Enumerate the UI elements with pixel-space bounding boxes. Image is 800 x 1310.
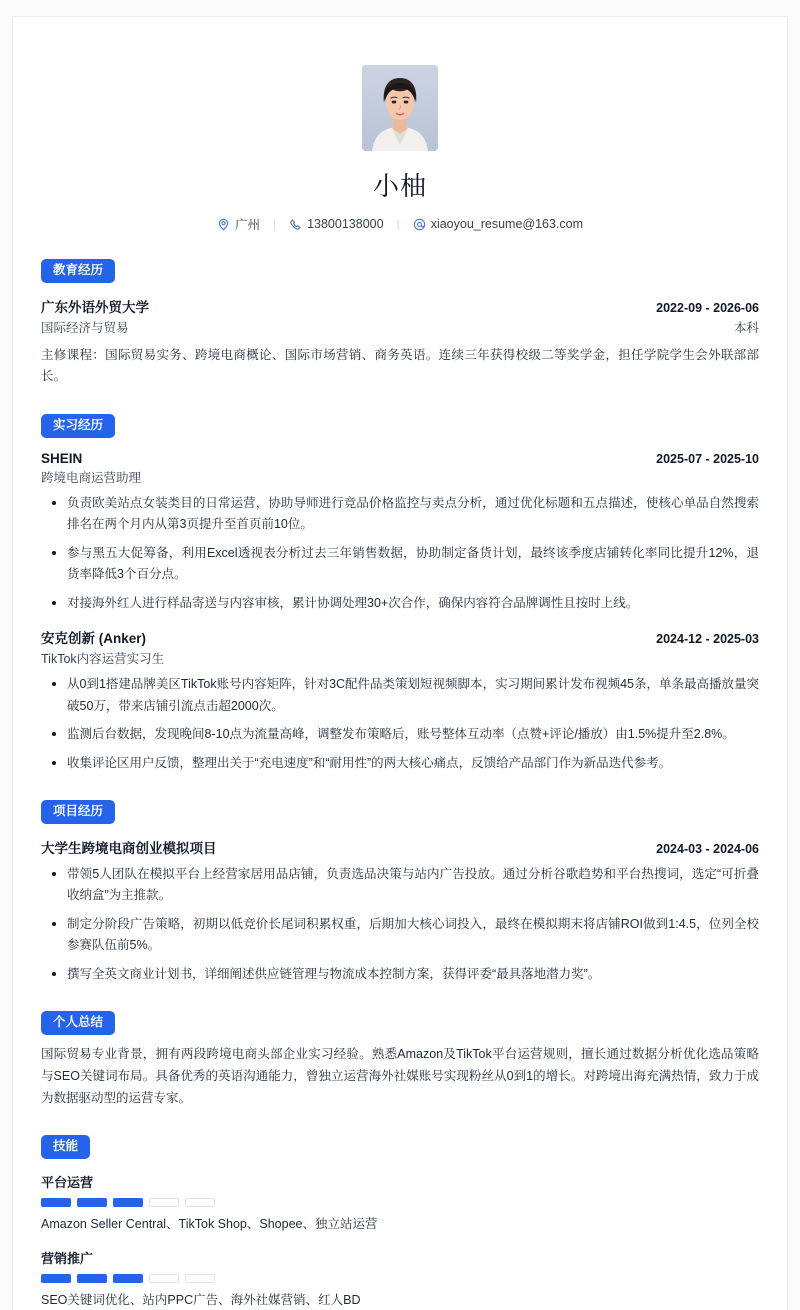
list-item: 从0到1搭建品牌美区TikTok账号内容矩阵，针对3C配件品类策划短视频脚本，实习期间累计发布视频45条，单条最高播放量突破50万，带来店铺引流点击超2000次。 — [41, 674, 759, 717]
section-project — [41, 800, 759, 985]
education-degree: 本科 — [733, 320, 759, 335]
skill-segment — [77, 1198, 107, 1207]
contact-phone — [289, 217, 383, 231]
page-title: 小柚 — [372, 171, 427, 201]
education-major: 国际经济与贸易 — [41, 320, 129, 335]
education-description: 主修课程：国际贸易实务、跨境电商概论、国际市场营销、商务英语。连续三年获得校级二等奖学金，担任学院学生会外联部部长。 — [41, 347, 759, 384]
internship-bullet-list — [41, 493, 759, 615]
internship-company: SHEIN — [41, 450, 83, 466]
internship-company: 安克创新 (Anker) — [41, 631, 147, 647]
internship-sub-row — [41, 468, 759, 486]
contact-separator: | — [272, 217, 277, 231]
phone-icon — [289, 218, 302, 231]
skill-segment — [41, 1274, 71, 1283]
list-item: 制定分阶段广告策略，初期以低竞价长尾词积累权重，后期加大核心词投入，最终在模拟期末将店铺ROI做到1:4.5，位列全校参赛队伍前5%。 — [41, 914, 759, 957]
contact-phone-text: 13800138000 — [307, 217, 384, 231]
skill-segment — [113, 1274, 143, 1283]
skill-item — [41, 1172, 759, 1234]
contact-separator: | — [396, 217, 400, 231]
skill-name: 营销推广 — [41, 1250, 94, 1266]
skill-detail: SEO关键词优化、站内PPC广告、海外社媒营销、红人BD — [41, 1292, 361, 1307]
contact-email — [413, 217, 583, 231]
skill-segment — [185, 1274, 215, 1283]
list-item: 监测后台数据，发现晚间8-10点为流量高峰，调整发布策略后，账号整体互动率（点赞+评论/播放）由1.5%提升至2.8%。 — [41, 724, 759, 746]
skill-item — [41, 1248, 759, 1310]
summary-text: 国际贸易专业背景，拥有两段跨境电商头部企业实习经验。熟悉Amazon及TikTok平台运营规则，擅长通过数据分析优化选品策略与SEO关键词布局。具备优秀的英语沟通能力，曾独立运营海外社媒账号实现粉丝从0到1的增长。对跨境出海充满热情，致力于成为数据驱动型的运营专家。 — [41, 1046, 759, 1105]
list-item: 负责欧美站点女装类目的日常运营，协助导师进行竞品价格监控与卖点分析，通过优化标题和五点描述，使核心单品自然搜索排名在两个月内从第3页提升至首页前10位。 — [41, 493, 759, 536]
education-sub-row — [41, 318, 759, 336]
skill-segment — [185, 1198, 215, 1207]
list-item: 参与黑五大促筹备，利用Excel透视表分析过去三年销售数据，协助制定备货计划，最终该季度店铺转化率同比提升12%，退货率降低3个百分点。 — [41, 543, 759, 586]
internship-role: 跨境电商运营助理 — [41, 470, 142, 485]
section-badge-summary: 个人总结 — [41, 1011, 115, 1035]
education-entry-head — [41, 296, 759, 316]
education-date: 2022-09 - 2026-06 — [656, 300, 759, 315]
internship-sub-row — [41, 649, 759, 667]
section-summary — [41, 1011, 759, 1109]
internship-entry — [41, 451, 759, 615]
skill-segment — [41, 1198, 71, 1207]
contact-email-text: xiaoyou_resume@163.com — [430, 217, 584, 231]
section-skills — [41, 1135, 759, 1310]
education-school: 广东外语外贸大学 — [41, 299, 149, 315]
section-badge-skills: 技能 — [41, 1135, 90, 1159]
project-entry — [41, 837, 759, 986]
project-name: 大学生跨境电商创业模拟项目 — [41, 840, 217, 856]
list-item: 收集评论区用户反馈，整理出关于“充电速度”和“耐用性”的两大核心痛点，反馈给产品部门作为新品迭代参考。 — [41, 753, 759, 775]
project-entry-head — [41, 837, 759, 857]
internship-date: 2025-07 - 2025-10 — [656, 451, 759, 466]
internship-date: 2024-12 - 2025-03 — [656, 632, 759, 647]
project-date: 2024-03 - 2024-06 — [656, 841, 759, 856]
list-item: 带领5人团队在模拟平台上经营家居用品店铺，负责选品决策与站内广告投放。通过分析谷歌趋势和平台热搜词，选定“可折叠收纳盒”为主推款。 — [41, 864, 759, 907]
resume-header — [41, 43, 759, 233]
skill-detail: Amazon Seller Central、TikTok Shop、Shopee、独立站运营 — [41, 1216, 378, 1231]
section-badge-education: 教育经历 — [41, 259, 115, 283]
avatar — [362, 65, 438, 151]
internship-role: TikTok内容运营实习生 — [41, 652, 165, 667]
resume-page — [12, 16, 788, 1310]
email-at-icon — [413, 218, 426, 231]
internship-entry-head — [41, 451, 759, 466]
contact-row — [41, 215, 759, 233]
skill-segment — [113, 1198, 143, 1207]
skill-segment — [77, 1274, 107, 1283]
location-pin-icon — [217, 218, 230, 231]
internship-bullet-list — [41, 674, 759, 774]
internship-entry-head — [41, 627, 759, 647]
skill-level-meter — [41, 1274, 759, 1283]
education-entry — [41, 296, 759, 389]
skill-segment — [149, 1274, 179, 1283]
list-item: 撰写全英文商业计划书，详细阐述供应链管理与物流成本控制方案，获得评委“最具落地潜力奖”。 — [41, 964, 759, 986]
section-badge-internship: 实习经历 — [41, 414, 115, 438]
skill-level-meter — [41, 1198, 759, 1207]
contact-location — [217, 215, 260, 233]
list-item: 对接海外红人进行样品寄送与内容审核，累计协调处理30+次合作，确保内容符合品牌调性且按时上线。 — [41, 593, 759, 615]
section-internship — [41, 414, 759, 774]
section-badge-project: 项目经历 — [41, 800, 115, 824]
internship-entry — [41, 627, 759, 774]
skill-segment — [149, 1198, 179, 1207]
skill-name: 平台运营 — [41, 1174, 94, 1190]
contact-location-text: 广州 — [234, 218, 260, 232]
section-education — [41, 259, 759, 388]
project-bullet-list — [41, 864, 759, 986]
